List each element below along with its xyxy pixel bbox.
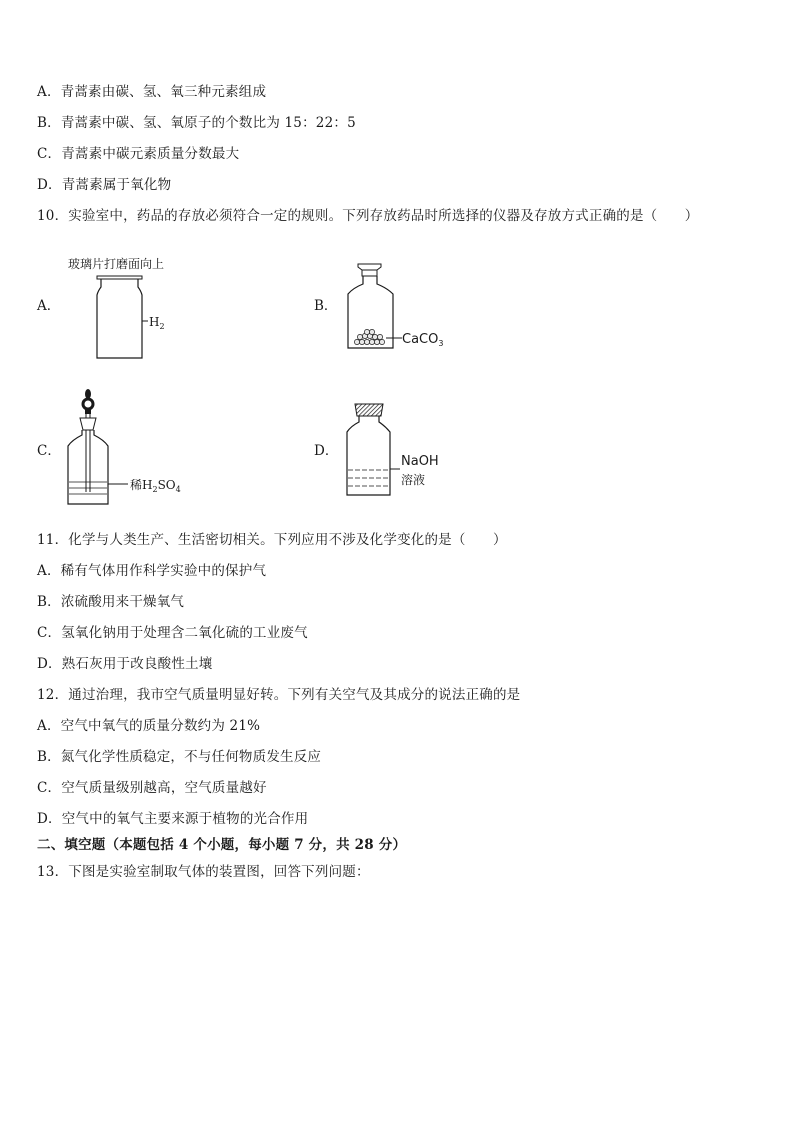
- q9-option-c: C．青蒿素中碳元素质量分数最大: [37, 146, 240, 162]
- q13-stem: 13．下图是实验室制取气体的装置图，回答下列问题：: [37, 864, 370, 880]
- stopper: [358, 264, 381, 270]
- q12-option-a: A．空气中氧气的质量分数约为 21%: [37, 718, 261, 734]
- q10-option-c-figure: [60, 388, 200, 513]
- dropper-bottle: [68, 430, 108, 504]
- q11-option-a: A．稀有气体用作科学实验中的保护气: [37, 563, 267, 579]
- q10-option-a-label: A．: [37, 298, 61, 314]
- rubber-stopper: [355, 404, 383, 416]
- q10-option-d-figure: [340, 400, 460, 500]
- q10-c-substance: 稀$H_2SO_4$: [130, 478, 181, 494]
- q9-option-d: D．青蒿素属于氧化物: [37, 177, 172, 193]
- q12-stem: 12．通过治理，我市空气质量明显好转。下列有关空气及其成分的说法正确的是: [37, 687, 521, 703]
- q12-option-b: B．氮气化学性质稳定，不与任何物质发生反应: [37, 749, 322, 765]
- q11-option-c: C．氢氧化钠用于处理含二氧化硫的工业废气: [37, 625, 308, 641]
- q9-option-b: B．青蒿素中碳、氢、氧原子的个数比为 15：22：5: [37, 115, 356, 131]
- q10-option-a-figure: [60, 250, 210, 365]
- q10-a-substance: $H_2$: [149, 315, 165, 331]
- glass-plate: [97, 276, 142, 279]
- q10-a-caption: 玻璃片打磨面向上: [68, 257, 165, 271]
- q11-stem: 11．化学与人类生产、生活密切相关。下列应用不涉及化学变化的是（ ）: [37, 532, 507, 548]
- section-heading: 二、填空题（本题包括 4 个小题，每小题 7 分，共 28 分）: [37, 837, 407, 853]
- q10-d-substance-line1: NaOH: [401, 454, 439, 469]
- q10-option-c-label: C．: [37, 443, 61, 459]
- q10-stem: 10．实验室中，药品的存放必须符合一定的规则。下列存放药品时所选择的仪器及存放方式正确的是（ ）: [37, 208, 699, 224]
- q12-option-c: C．空气质量级别越高，空气质量越好: [37, 780, 267, 796]
- q12-option-d: D．空气中的氧气主要来源于植物的光合作用: [37, 811, 309, 827]
- q9-option-a: A．青蒿素由碳、氢、氧三种元素组成: [37, 84, 267, 100]
- gas-jar: [97, 279, 142, 358]
- q11-option-b: B．浓硫酸用来干燥氧气: [37, 594, 185, 610]
- narrow-mouth-bottle: [347, 416, 390, 495]
- q11-option-d: D．熟石灰用于改良酸性土壤: [37, 656, 213, 672]
- q10-option-b-label: B．: [314, 298, 338, 314]
- q10-option-b-figure: [340, 258, 460, 358]
- q10-b-substance: CaCO$_3$: [402, 332, 444, 348]
- granules: [354, 329, 384, 344]
- q10-d-substance-line2: 溶液: [401, 473, 426, 487]
- q10-option-d-label: D．: [314, 443, 339, 459]
